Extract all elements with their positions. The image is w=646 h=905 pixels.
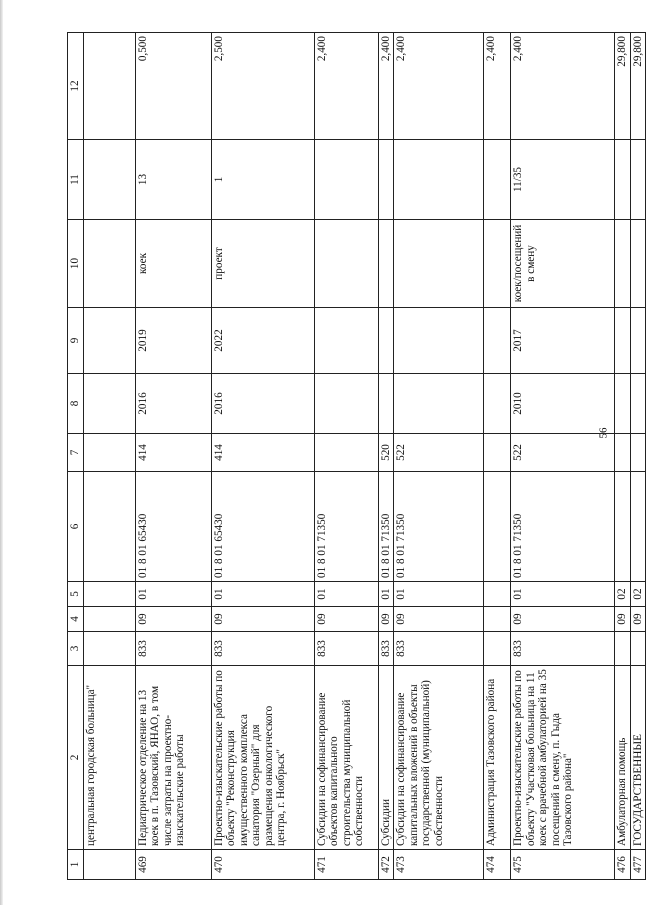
cell-unit [315,220,379,308]
cell-capacity [379,140,394,220]
row-name: ГОСУДАРСТВЕННЫЕ [630,666,645,850]
row-name: Администрация Тазовского района [484,666,511,850]
cell-section: 09 [212,607,315,632]
row-number: 477 [630,850,645,880]
rotated-table-wrapper [67,33,644,880]
cell-end-year [84,308,136,374]
row-number: 471 [315,850,379,880]
cell-start-year [484,374,511,434]
cell-subsection: 02 [615,582,630,607]
scan-edge [0,0,3,905]
cell-amount: 2,400 [511,33,615,140]
cell-amount: 2,400 [394,33,484,140]
header-cell: 8 [68,374,84,434]
cell-amount: 2,500 [212,33,315,140]
cell-target-code: 01 8 01 71350 [394,472,484,582]
table-row [511,33,615,880]
header-cell: 11 [68,140,84,220]
cell-ministry [84,632,136,666]
row-number: 472 [379,850,394,880]
cell-capacity [84,140,136,220]
cell-unit [615,220,630,308]
cell-unit [379,220,394,308]
cell-target-code: 01 8 01 71350 [511,472,615,582]
cell-section [484,607,511,632]
cell-unit [84,220,136,308]
cell-section: 09 [615,607,630,632]
cell-expense-type: 522 [394,434,484,472]
cell-ministry [615,632,630,666]
row-name: Субсидии на софинансирование капитальных вложений в объекты государственной (муниципальной) собственности [394,666,484,850]
cell-capacity: 11/35 [511,140,615,220]
cell-capacity [484,140,511,220]
row-number: 470 [212,850,315,880]
cell-subsection: 01 [511,582,615,607]
header-cell: 2 [68,666,84,850]
cell-end-year: 2017 [511,308,615,374]
cell-end-year [394,308,484,374]
cell-subsection: 01 [212,582,315,607]
cell-amount: 2,400 [315,33,379,140]
cell-unit: проект [212,220,315,308]
cell-amount: 0,500 [136,33,212,140]
cell-start-year [315,374,379,434]
cell-capacity [630,140,645,220]
cell-start-year [394,374,484,434]
row-number: 475 [511,850,615,880]
cell-target-code: 01 8 01 71350 [315,472,379,582]
table-row [212,33,315,880]
cell-amount: 2,400 [379,33,394,140]
cell-capacity: 1 [212,140,315,220]
row-name: Субсидии на софинансирование объектов капитального строительства муниципальной собственности [315,666,379,850]
cell-target-code [615,472,630,582]
cell-expense-type [84,434,136,472]
row-name: Проектно-изыскательские работы по объекту "Участковая больница на 11 коек с врачебной амбулаторией на 35 посещений в смену, п. Гыда Тазовского района" [511,666,615,850]
cell-subsection: 01 [315,582,379,607]
cell-subsection: 02 [630,582,645,607]
cell-expense-type: 522 [511,434,615,472]
cell-start-year [84,374,136,434]
cell-amount [84,33,136,140]
row-number: 476 [615,850,630,880]
cell-target-code [84,472,136,582]
cell-section: 09 [630,607,645,632]
header-cell: 4 [68,607,84,632]
cell-end-year: 2019 [136,308,212,374]
header-row [68,33,84,880]
row-name: Субсидии [379,666,394,850]
cell-start-year: 2010 [511,374,615,434]
table-row [136,33,212,880]
header-cell: 1 [68,850,84,880]
cell-end-year [615,308,630,374]
cell-target-code [630,472,645,582]
cell-section: 09 [394,607,484,632]
cell-start-year: 2016 [212,374,315,434]
cell-unit [394,220,484,308]
row-number: 474 [484,850,511,880]
header-cell: 10 [68,220,84,308]
row-number: 473 [394,850,484,880]
cell-subsection [84,582,136,607]
header-cell: 5 [68,582,84,607]
header-cell: 6 [68,472,84,582]
cell-ministry: 833 [136,632,212,666]
cell-expense-type [484,434,511,472]
cell-start-year: 2016 [136,374,212,434]
cell-start-year [379,374,394,434]
row-name: Амбулаторная помощь [615,666,630,850]
page-number: 56 [597,427,610,439]
cell-amount: 29,800 [615,33,630,140]
cell-subsection: 01 [379,582,394,607]
cell-start-year [630,374,645,434]
row-number [84,850,136,880]
cell-ministry: 833 [379,632,394,666]
cell-unit [630,220,645,308]
cell-capacity: 13 [136,140,212,220]
table-row [484,33,511,880]
cell-ministry [484,632,511,666]
cell-end-year [630,308,645,374]
cell-end-year [379,308,394,374]
cell-ministry: 833 [315,632,379,666]
row-name: Проектно-изыскательские работы по объекту "Реконструкция имущественного комплекса санатория "Озерный" для размещения онкологического центра, г. Ноябрьск" [212,666,315,850]
cell-expense-type [615,434,630,472]
cell-expense-type [630,434,645,472]
header-cell: 9 [68,308,84,374]
cell-section: 09 [136,607,212,632]
cell-section: 09 [511,607,615,632]
cell-amount: 2,400 [484,33,511,140]
cell-end-year: 2022 [212,308,315,374]
cell-section: 09 [315,607,379,632]
cell-unit: коек/посещений в смену [511,220,615,308]
cell-ministry: 833 [212,632,315,666]
cell-capacity [394,140,484,220]
cell-target-code [484,472,511,582]
cell-ministry: 833 [511,632,615,666]
cell-subsection: 01 [394,582,484,607]
cell-subsection: 01 [136,582,212,607]
cell-section [84,607,136,632]
row-name: центральная городская больница" [84,666,136,850]
table-row [315,33,379,880]
cell-end-year [315,308,379,374]
table-row [394,33,484,880]
cell-capacity [315,140,379,220]
table-row [84,33,136,880]
cell-target-code: 01 8 01 65430 [212,472,315,582]
cell-capacity [615,140,630,220]
cell-amount: 29,800 [630,33,645,140]
budget-table [67,32,646,880]
cell-ministry: 833 [394,632,484,666]
cell-start-year [615,374,630,434]
cell-section: 09 [379,607,394,632]
table-row [615,33,630,880]
cell-end-year [484,308,511,374]
cell-expense-type: 520 [379,434,394,472]
cell-target-code: 01 8 01 71350 [379,472,394,582]
header-cell: 3 [68,632,84,666]
header-cell: 7 [68,434,84,472]
cell-unit: коек [136,220,212,308]
cell-ministry [630,632,645,666]
cell-unit [484,220,511,308]
cell-target-code: 01 8 01 65430 [136,472,212,582]
table-row [630,33,645,880]
cell-subsection [484,582,511,607]
cell-expense-type: 414 [212,434,315,472]
header-cell: 12 [68,33,84,140]
cell-expense-type: 414 [136,434,212,472]
row-number: 469 [136,850,212,880]
row-name: Педиатрическое отделение на 13 коек в п. Тазовский, ЯНАО, в том числе затраты на проектно-изыскательские работы [136,666,212,850]
cell-expense-type [315,434,379,472]
table-row [379,33,394,880]
